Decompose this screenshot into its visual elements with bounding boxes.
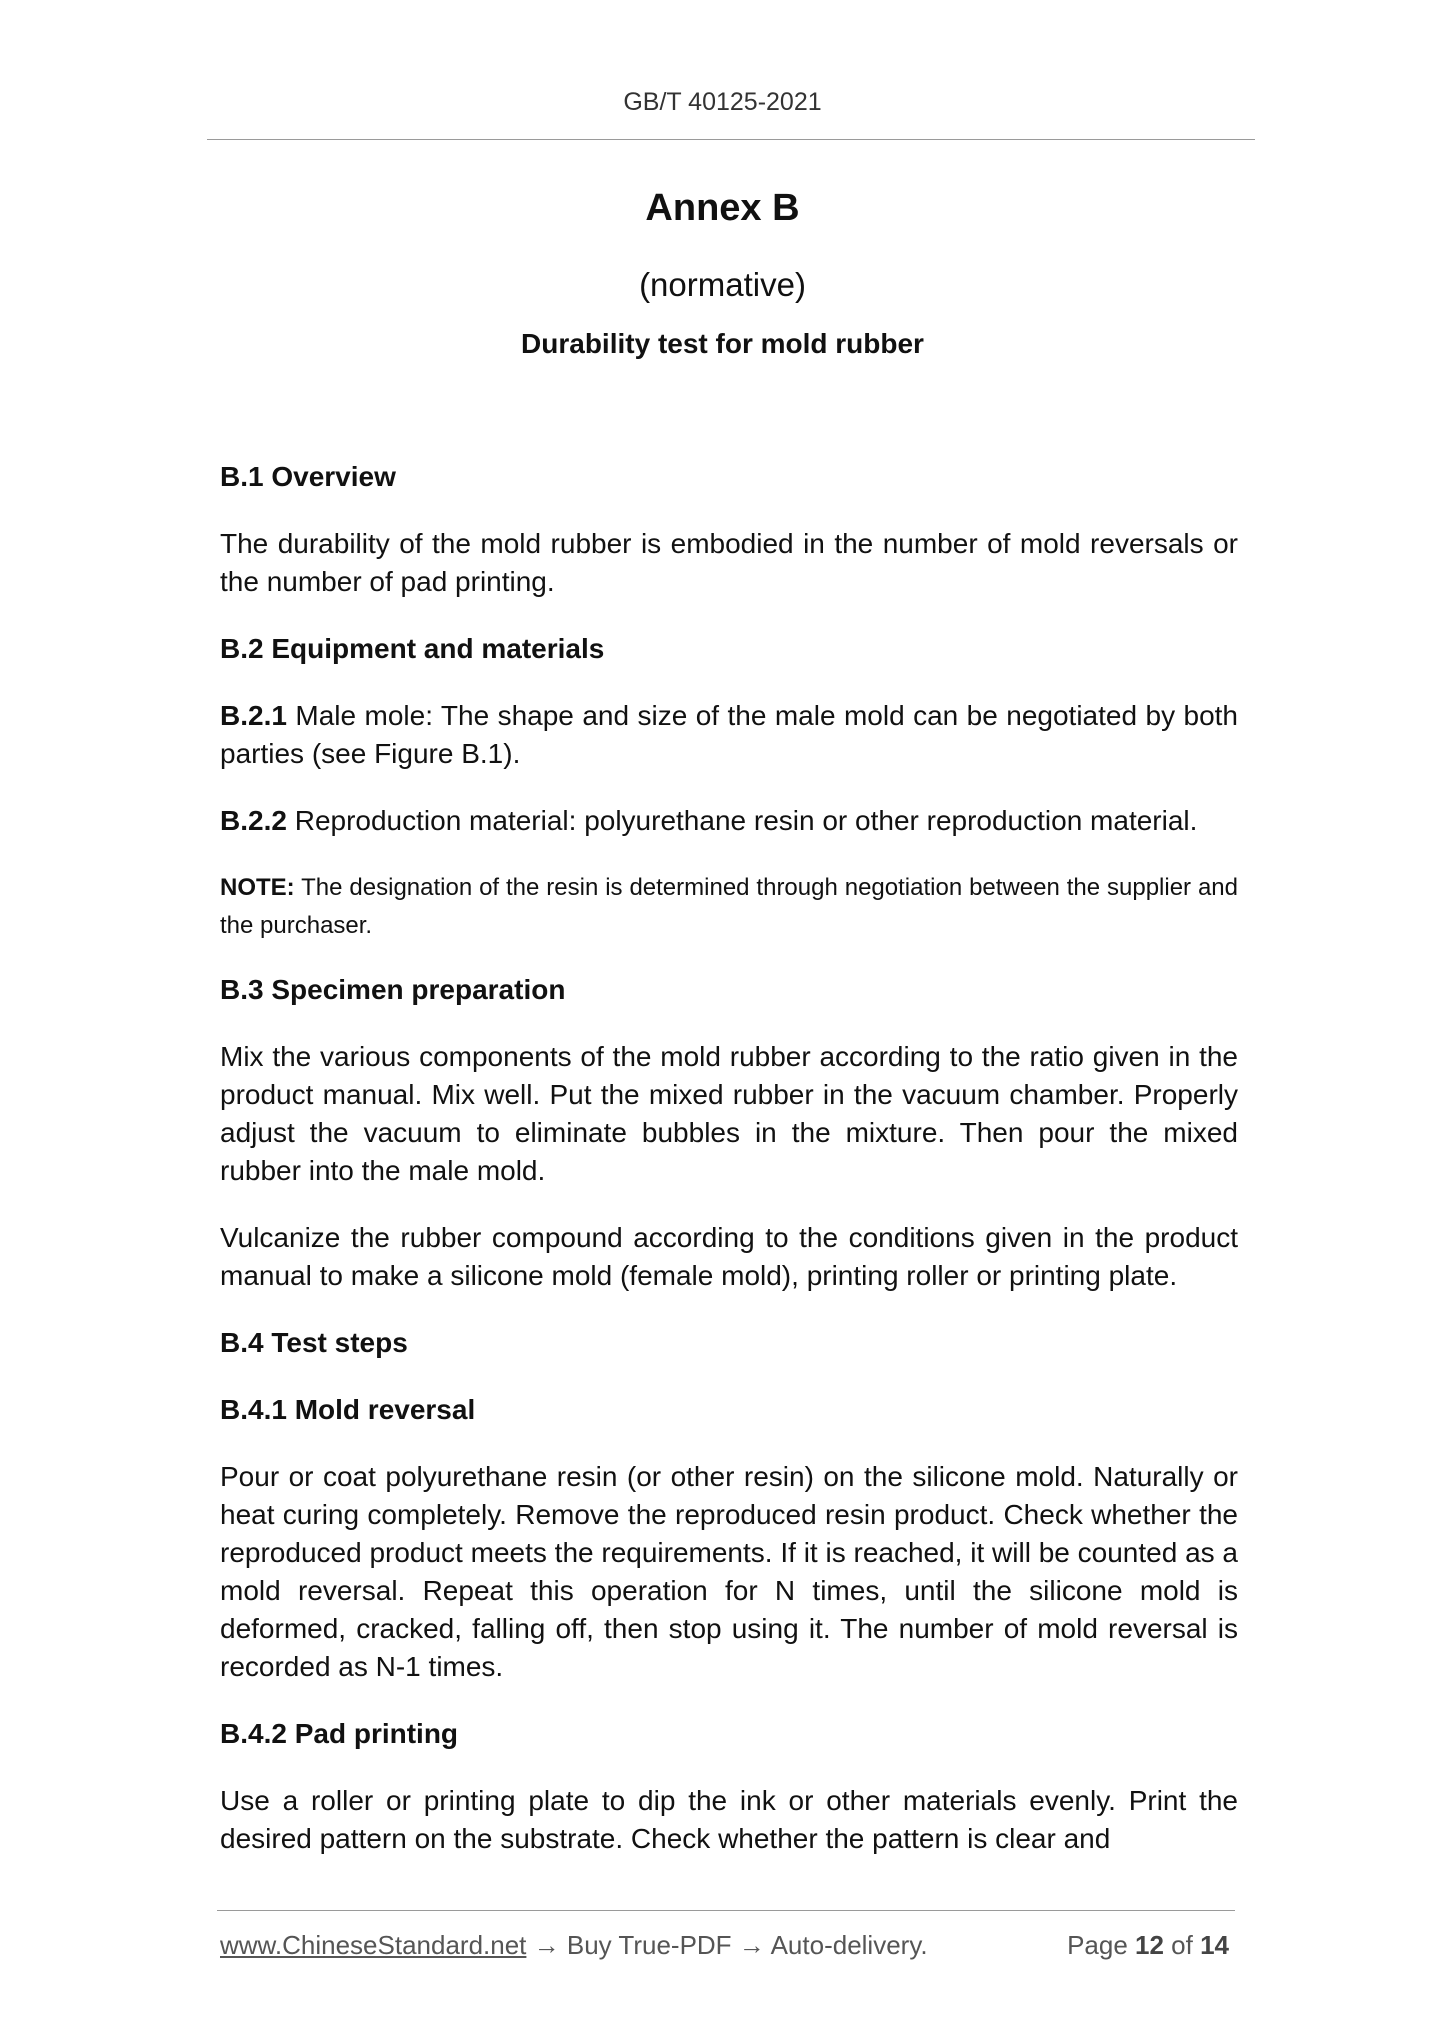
clause-text: Reproduction material: polyurethane resin or other reproduction material.	[286, 805, 1198, 836]
page-label: Page	[1067, 1930, 1136, 1960]
header-divider	[207, 139, 1255, 140]
footer-promo	[220, 1930, 928, 1961]
of-label: of	[1163, 1930, 1201, 1960]
annex-title: Annex B	[645, 187, 800, 229]
paragraph-b1: The durability of the mold rubber is embodied in the number of mold reversals or the number of pad printing.	[220, 528, 1238, 597]
clause-number: B.2.2	[220, 805, 287, 836]
website-link[interactable]: www.ChineseStandard.net	[220, 1930, 527, 1960]
note-text: The designation of the resin is determined through negotiation between the supplier and the purchaser.	[220, 874, 1238, 939]
section-heading-b4: B.4 Test steps	[220, 1327, 408, 1358]
delivery-text: Auto-delivery.	[770, 1930, 928, 1960]
clause-text: Male mole: The shape and size of the male mold can be negotiated by both parties (see Figure B.1).	[220, 700, 1238, 769]
annex-subtitle: Durability test for mold rubber	[521, 328, 924, 359]
page-indicator	[1067, 1930, 1229, 1961]
page-number: 12	[1135, 1930, 1164, 1960]
paragraph-b41: Pour or coat polyurethane resin (or other resin) on the silicone mold. Naturally or heat curing completely. Remove the reproduced resin product. Check whether the reproduced product meets the requirements. If it is reached, it will be counted as a mold reversal. Repeat this operation for N times, until the silicone mold is deformed, cracked, falling off, then stop using it. The number of mold reversal is recorded as N-1 times.	[220, 1461, 1238, 1682]
section-heading-b42: B.4.2 Pad printing	[220, 1718, 459, 1749]
arrow-icon: →	[731, 1930, 771, 1960]
paragraph-b3-2: Vulcanize the rubber compound according to the conditions given in the product manual to make a silicone mold (female mold), printing roller or printing plate.	[220, 1222, 1238, 1291]
buy-text: Buy True-PDF	[566, 1930, 732, 1960]
paragraph-b42: Use a roller or printing plate to dip the ink or other materials evenly. Print the desired pattern on the substrate. Check whether the pattern is clear and	[220, 1785, 1238, 1854]
page-total: 14	[1200, 1930, 1229, 1960]
section-heading-b3: B.3 Specimen preparation	[220, 974, 566, 1005]
clause-b22	[220, 802, 1238, 840]
note	[220, 869, 1238, 945]
paragraph-b3-1: Mix the various components of the mold rubber according to the ratio given in the product manual. Mix well. Put the mixed rubber in the vacuum chamber. Properly adjust the vacuum to eliminate bubbles in the mixture. Then pour the mixed rubber into the male mold.	[220, 1041, 1238, 1186]
section-heading-b1: B.1 Overview	[220, 461, 396, 492]
document-code-header: GB/T 40125-2021	[623, 88, 822, 116]
clause-number: B.2.1	[220, 700, 287, 731]
annex-type: (normative)	[639, 266, 806, 303]
note-label: NOTE:	[220, 874, 295, 901]
section-heading-b2: B.2 Equipment and materials	[220, 633, 605, 664]
footer-divider	[217, 1910, 1235, 1911]
clause-b21	[220, 697, 1238, 773]
section-heading-b41: B.4.1 Mold reversal	[220, 1394, 476, 1425]
annex-body	[220, 458, 1238, 1887]
arrow-icon: →	[526, 1930, 567, 1960]
